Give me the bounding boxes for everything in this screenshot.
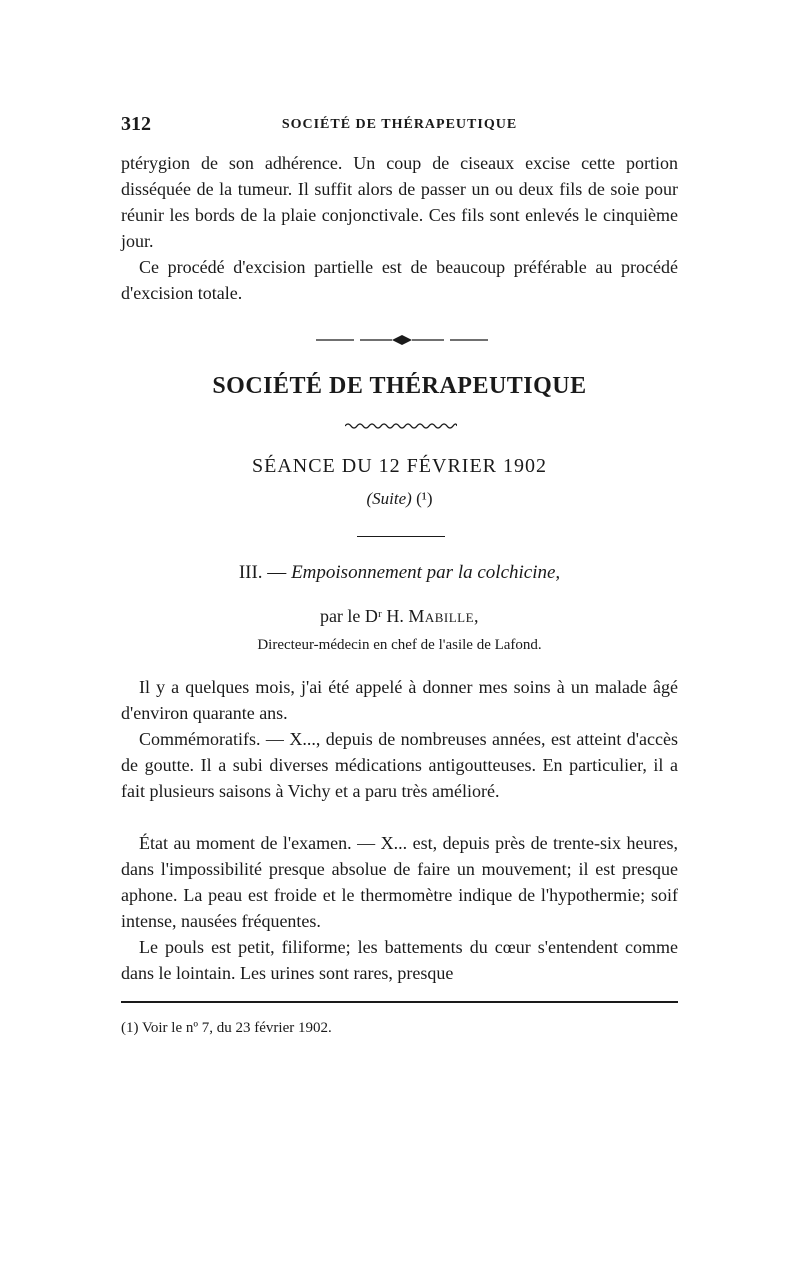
suite-label: (Suite) (366, 489, 412, 508)
body-paragraph-4: Le pouls est petit, filiforme; les battements du cœur s'entendent comme dans le lointain. Les urines sont rares, presque (121, 937, 678, 983)
author-prefix: par le Dʳ H. (319, 606, 404, 626)
author-name: Mabille, (408, 606, 480, 626)
short-divider (357, 536, 445, 537)
page-number: 312 (121, 113, 151, 135)
wavy-divider (345, 422, 457, 430)
running-header (121, 113, 678, 139)
footnote: (1) Voir le nº 7, du 23 février 1902. (121, 1020, 332, 1036)
article-number: III. — (238, 562, 287, 583)
intro-paragraph-1: ptérygion de son adhérence. Un coup de ciseaux excise cette portion disséquée de la tumeur. Il suffit alors de passer un ou deux fils de soie pour réunir les bords de la plaie conjonctivale. Ces fils sont enlevés le cinquième jour. (121, 153, 678, 251)
ornament-divider (316, 330, 488, 350)
footnote-rule (121, 1001, 678, 1003)
article-heading (121, 562, 678, 584)
seance-heading: SÉANCE DU 12 FÉVRIER 1902 (251, 455, 547, 477)
intro-paragraph-2: Ce procédé d'excision partielle est de beaucoup préférable au procédé d'excision totale. (121, 257, 678, 303)
suite-line (121, 489, 678, 509)
running-title: SOCIÉTÉ DE THÉRAPEUTIQUE (281, 117, 518, 132)
body-paragraph-1: Il y a quelques mois, j'ai été appelé à donner mes soins à un malade âgé d'environ quarante ans. (121, 677, 678, 723)
section-title: SOCIÉTÉ DE THÉRAPEUTIQUE (212, 373, 587, 399)
footnote-ref: (¹) (416, 489, 433, 508)
author-role: Directeur-médecin en chef de l'asile de Lafond. (257, 637, 542, 653)
article-title: Empoisonnement par la colchicine, (291, 562, 561, 583)
author-line (121, 606, 678, 627)
body-paragraph-3: État au moment de l'examen. — X... est, depuis près de trente-six heures, dans l'impossibilité presque absolue de faire un mouvement; il est presque aphone. La peau est froide et le thermomètre indique de l'hypothermie; soif intense, nausées fréquentes. (121, 833, 678, 931)
body-paragraph-2: Commémoratifs. — X..., depuis de nombreuses années, est atteint d'accès de goutte. Il a subi diverses médications antigoutteuses. En particulier, il a fait plusieurs saisons à Vichy et a paru très amélioré. (121, 729, 678, 801)
